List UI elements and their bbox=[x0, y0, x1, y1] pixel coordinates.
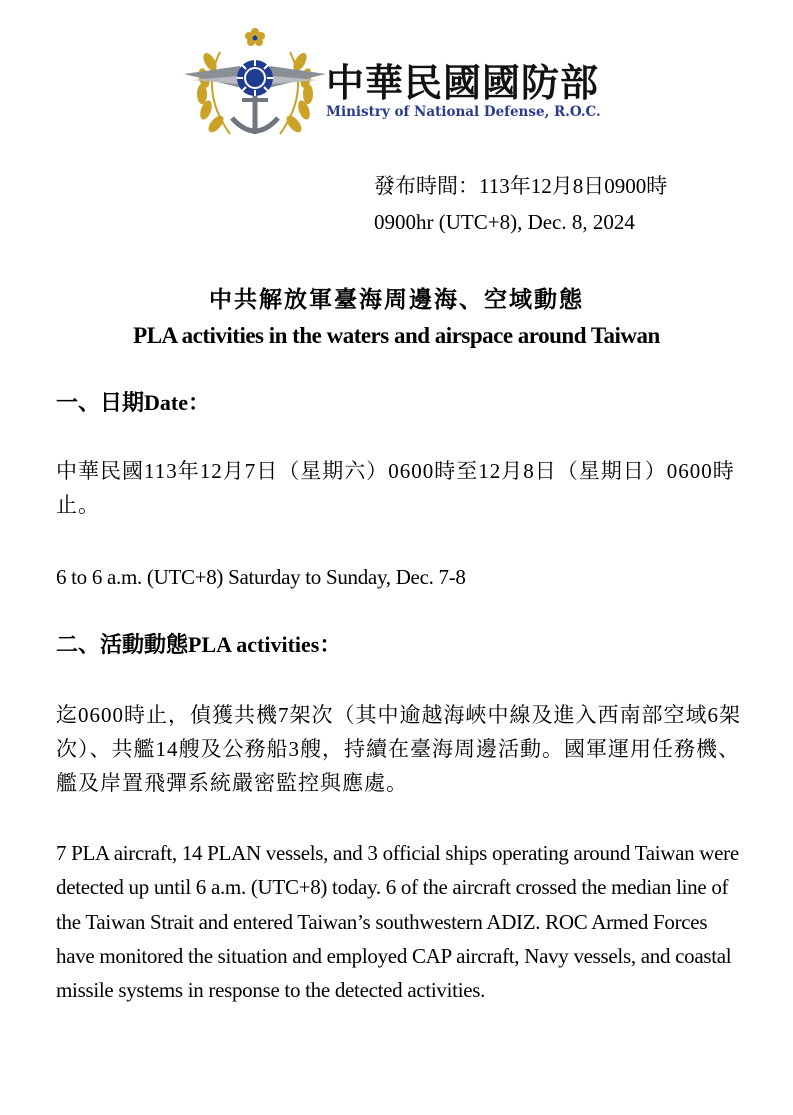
section-date-text-zh: 中華民國113年12月7日（星期六）0600時至12月8日（星期日）0600時止。 bbox=[56, 459, 735, 517]
title-zh: 中共解放軍臺海周邊海、空域動態 bbox=[209, 287, 584, 312]
org-name-zh: 中華民國國防部 bbox=[326, 61, 600, 105]
document-title bbox=[0, 282, 793, 354]
title-en: PLA activities in the waters and airspace around Taiwan bbox=[133, 323, 660, 348]
section-date-heading: 一、日期Date： bbox=[56, 390, 210, 415]
release-time bbox=[374, 168, 667, 240]
release-time-en: 0900hr (UTC+8), Dec. 8, 2024 bbox=[374, 210, 635, 234]
section-activities-text-zh: 迄0600時止，偵獲共機7架次（其中逾越海峽中線及進入西南部空域6架次）、共艦14艘及公務船3艘，持續在臺海周邊活動。國軍運用任務機、艦及岸置飛彈系統嚴密監控與應處。 bbox=[56, 703, 741, 795]
org-name-en: Ministry of National Defense, R.O.C. bbox=[326, 104, 601, 120]
section-date-text-en: 6 to 6 a.m. (UTC+8) Saturday to Sunday, Dec. 7-8 bbox=[56, 565, 466, 589]
section-activities-heading: 二、活動動態PLA activities： bbox=[56, 632, 342, 657]
page-header bbox=[180, 22, 640, 152]
mnd-emblem-logo bbox=[180, 22, 330, 150]
section-activities-text-en: 7 PLA aircraft, 14 PLAN vessels, and 3 official ships operating around Taiwan were detected up until 6 a.m. (UTC+8) today. 6 of the aircraft crossed the median line of the Taiwan Strait and entered Taiwan’s southwestern ADIZ. ROC Armed Forces have monitored the situation and employed CAP aircraft, Navy vessels, and coastal missile systems in response to the detected activities. bbox=[56, 841, 739, 1003]
release-time-zh: 發布時間：113年12月8日0900時 bbox=[374, 174, 668, 198]
